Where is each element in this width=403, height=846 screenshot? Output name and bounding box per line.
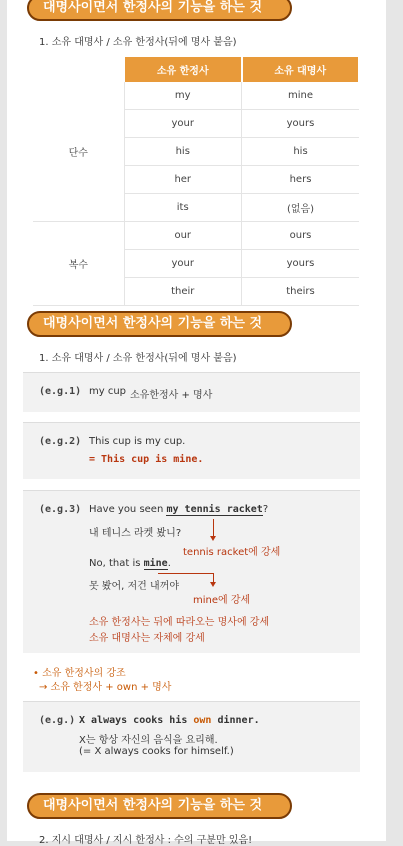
content-page (7, 0, 386, 846)
table-cell: her (124, 166, 242, 194)
own-paraphrase: (= X always cooks for himself.) (79, 746, 234, 757)
own-word: own (193, 715, 212, 726)
table-cell: ours (242, 222, 360, 250)
section-1-subtitle: 1. 소유 대명사 / 소유 한정사(뒤에 명사 붙음) (39, 37, 237, 48)
own-sentence-post: dinner. (211, 715, 260, 726)
own-translation: X는 항상 자신의 음식을 요리해. (79, 735, 218, 746)
table-row (33, 222, 359, 250)
section-banner-3: 대명사이면서 한정사의 기능을 하는 것 (27, 793, 292, 819)
arrow-line (213, 519, 214, 537)
table-header-pronoun: 소유 대명사 (242, 57, 360, 82)
table-cell: my (124, 82, 242, 110)
answer-pre: No, that is (89, 558, 144, 569)
example-box-1 (23, 372, 360, 412)
example-sentence: This cup is my cup. (89, 436, 186, 447)
example-equivalent: = This cup is mine. (89, 454, 204, 465)
summary-line-2: 소유 대명사는 자체에 강세 (89, 633, 205, 644)
example-tag: (e.g.1) (39, 386, 82, 397)
question-pre: Have you seen (89, 504, 167, 515)
own-sentence (79, 715, 260, 726)
table-cell: yours (242, 250, 360, 278)
table-cell: mine (242, 82, 360, 110)
table-cell: yours (242, 110, 360, 138)
section-2-subtitle: 1. 소유 대명사 / 소유 한정사(뒤에 명사 붙음) (39, 353, 237, 364)
example-tag: (e.g.) (39, 715, 76, 726)
table-cell: your (124, 250, 242, 278)
question-stress-note: tennis racket에 강세 (183, 547, 281, 558)
table-cell: his (242, 138, 360, 166)
example-box-3 (23, 490, 360, 653)
question-post: ? (262, 504, 269, 515)
arrow-line (158, 573, 213, 574)
table-cell: (없음) (242, 194, 360, 222)
question-stress: my tennis racket (166, 504, 263, 515)
table-cell: his (124, 138, 242, 166)
answer-post: . (167, 558, 171, 569)
example-note: 소유한정사 + 명사 (130, 390, 213, 401)
answer-translation: 못 봤어, 저건 내꺼야 (89, 581, 179, 592)
answer-stress: mine (143, 558, 168, 569)
answer-stress-note: mine에 강세 (193, 595, 251, 606)
answer-line (89, 558, 171, 569)
arrow-head-icon (210, 536, 216, 541)
own-sentence-pre: X always cooks his (79, 715, 194, 726)
section-banner-2: 대명사이면서 한정사의 기능을 하는 것 (27, 311, 292, 337)
possessive-table (33, 57, 360, 306)
question-line (89, 504, 268, 515)
example-text: my cup (89, 386, 127, 397)
section-banner-1: 대명사이면서 한정사의 기능을 하는 것 (27, 0, 292, 21)
emphasis-rule: → 소유 한정사 + own + 명사 (39, 682, 172, 693)
example-box-4 (23, 701, 360, 772)
table-cell: theirs (242, 278, 360, 306)
table-cell: our (124, 222, 242, 250)
group-label-plural: 복수 (33, 222, 124, 306)
table-row (33, 82, 359, 110)
table-cell: hers (242, 166, 360, 194)
question-translation: 내 테니스 라켓 봤니? (89, 528, 182, 539)
emphasis-title: • 소유 한정사의 강조 (33, 668, 126, 679)
table-header-blank (33, 57, 124, 82)
example-tag: (e.g.2) (39, 436, 82, 447)
table-cell: your (124, 110, 242, 138)
table-cell: their (124, 278, 242, 306)
group-label-singular: 단수 (33, 82, 124, 222)
example-tag: (e.g.3) (39, 504, 82, 515)
summary-line-1: 소유 한정사는 뒤에 따라오는 명사에 강세 (89, 617, 270, 628)
example-box-2 (23, 422, 360, 479)
section-3-subtitle: 2. 지시 대명사 / 지시 한정사 : 수의 구분만 있음! (39, 835, 253, 846)
table-cell: its (124, 194, 242, 222)
table-header-row (33, 57, 359, 82)
arrow-head-icon (210, 582, 216, 587)
table-header-determiner: 소유 한정사 (124, 57, 242, 82)
